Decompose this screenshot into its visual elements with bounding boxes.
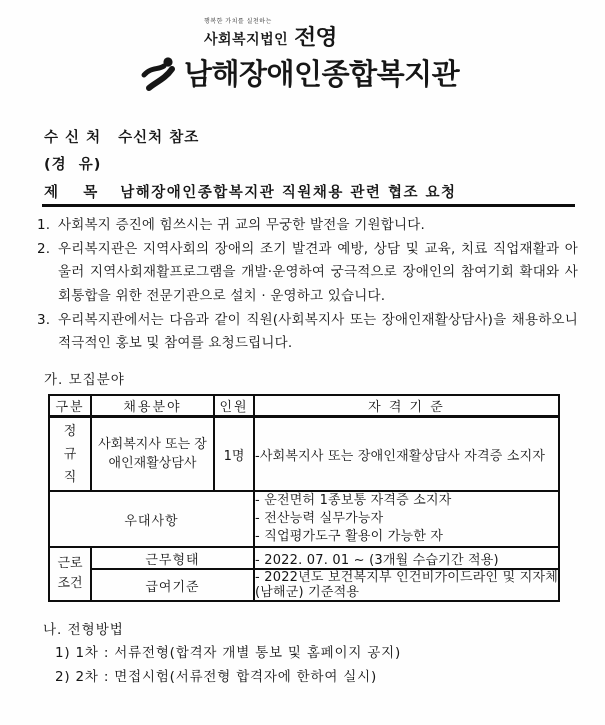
selection-step-1: 1) 1차 : 서류전형(합격자 개별 통보 및 홈페이지 공지)	[55, 645, 402, 661]
logo-tagline: 행복한 가치를 실천하는	[204, 18, 272, 25]
selection-step-2: 2) 2차 : 면접시험(서류전형 합격자에 한하여 실시)	[55, 669, 378, 685]
via-label: (경 유)	[44, 157, 102, 173]
cell-pay-basis-label: 급여기준	[91, 569, 254, 601]
preference-item: - 직업평가도구 활용이 가능한 자	[255, 529, 444, 544]
cell-category-regular	[49, 417, 91, 492]
subject-value: 남해장애인종합복지관 직원채용 관련 협조 요청	[120, 185, 457, 201]
recipient-line	[44, 126, 199, 147]
cell-work-type-label: 근무형태	[91, 547, 254, 569]
paragraph-text: 우리복지관에서는 다음과 같이 직원(사회복지사 또는 장애인재활상담사)을 채용하오니 적극적인 홍보 및 참여를 요청드립니다.	[58, 311, 578, 352]
table-row-work-type	[49, 547, 559, 569]
section-b-title: 나. 전형방법	[43, 622, 124, 638]
paragraph-number: 1.	[37, 217, 51, 233]
paragraph-text: 사회복지 증진에 힘쓰시는 귀 교의 무궁한 발전을 기원합니다.	[58, 217, 425, 233]
recruitment-table	[48, 394, 560, 602]
preference-item: - 전산능력 실무가능자	[255, 511, 384, 526]
subject-line	[44, 181, 457, 202]
table-row-pay-basis	[49, 569, 559, 601]
paragraph-number: 3.	[37, 311, 51, 328]
table-row-regular	[49, 417, 559, 492]
org-type-label: 사회복지법인	[204, 32, 289, 48]
header-divider-rule	[42, 204, 575, 207]
org-row	[204, 27, 485, 49]
cell-preference-items	[254, 491, 559, 547]
body-paragraphs	[37, 214, 578, 356]
vertical-text: 근로조건	[57, 556, 83, 591]
center-name-title: 남해장애인종합복지관	[184, 57, 460, 91]
paragraph-text: 우리복지관은 지역사회의 장애의 조기 발견과 예방, 상담 및 교육, 치료 직업재활과 아울러 지역사회재활프로그램을 개발·운영하여 궁극적으로 장애인의 참여기회 확대와 사회통합을 위한 전문기관으로 설치 · 운영하고 있습니다.	[58, 241, 578, 304]
cell-pay-basis-value: - 2022년도 보건복지부 인건비가이드라인 및 지자체(남해군) 기준적용	[255, 570, 558, 600]
via-line	[44, 153, 101, 174]
header-qualification: 자 격 기 준	[254, 395, 559, 417]
cell-qualification-regular: -사회복지사 또는 장애인재활상담사 자격증 소지자	[254, 417, 559, 492]
subject-label: 제 목	[44, 185, 99, 201]
header-field: 채용분야	[91, 395, 214, 417]
paragraph-1	[37, 214, 578, 237]
header-count: 인원	[214, 395, 254, 417]
paragraph-number: 2.	[37, 241, 51, 258]
paragraph-3	[37, 309, 578, 355]
recipient-label: 수 신 처	[44, 130, 102, 146]
table-header-row	[49, 395, 559, 417]
letterhead-subblock	[204, 18, 485, 49]
paragraph-2	[37, 238, 578, 308]
table-row-preference	[49, 491, 559, 547]
header-category: 구분	[49, 395, 91, 417]
cell-preference-label: 우대사항	[49, 491, 254, 547]
preference-item: - 운전면허 1종보통 자격증 소지자	[255, 493, 452, 508]
person-logo-icon	[140, 54, 182, 92]
center-title-row	[140, 52, 485, 93]
recipient-value: 수신처 참조	[118, 130, 200, 146]
letterhead	[140, 18, 485, 93]
cell-field-regular: 사회복지사 또는 장애인재활상담사	[91, 417, 214, 492]
org-name-logo: 전영	[294, 25, 337, 51]
vertical-text: 정규직	[63, 423, 77, 485]
cell-category-work	[49, 547, 91, 601]
section-a-title: 가. 모집분야	[44, 372, 125, 388]
cell-work-type-value: - 2022. 07. 01 ~ (3개월 수습기간 적용)	[254, 547, 559, 569]
cell-count-regular: 1명	[214, 417, 254, 492]
